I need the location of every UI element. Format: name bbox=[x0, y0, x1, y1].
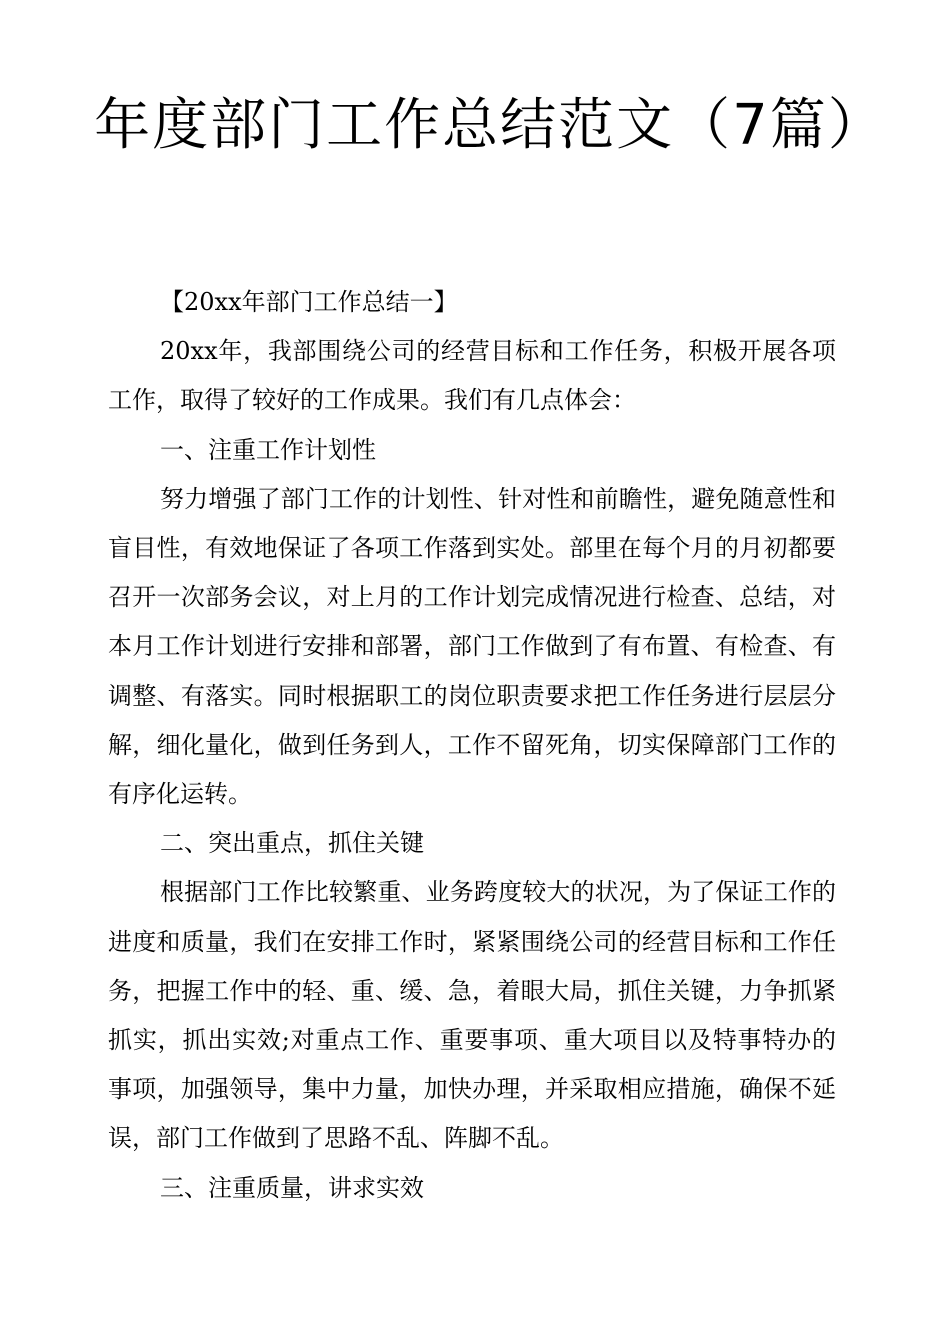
subheading-1: 一、注重工作计划性 bbox=[160, 435, 376, 464]
document-body bbox=[108, 278, 836, 1213]
paragraph-1: 努力增强了部门工作的计划性、针对性和前瞻性，避免随意性和盲目性，有效地保证了各项工作落到实处。部里在每个月的月初都要召开一次部务会议，对上月的工作计划完成情况进行检查、总结，对本月工作计划进行安排和部署，部门工作做到了有布置、有检查、有调整、有落实。同时根据职工的岗位职责要求把工作任务进行层层分解，细化量化，做到任务到人，工作不留死角，切实保障部门工作的有序化运转。 bbox=[108, 484, 836, 809]
subheading-3: 三、注重质量，讲求实效 bbox=[160, 1173, 424, 1202]
document-title: 年度部门工作总结范文（7篇） bbox=[94, 93, 886, 158]
paragraph-intro: 20xx年，我部围绕公司的经营目标和工作任务，积极开展各项工作，取得了较好的工作成果。我们有几点体会： bbox=[108, 337, 836, 415]
paragraph-2: 根据部门工作比较繁重、业务跨度较大的状况，为了保证工作的进度和质量，我们在安排工作时，紧紧围绕公司的经营目标和工作任务，把握工作中的轻、重、缓、急，着眼大局，抓住关键，力争抓紧抓实，抓出实效;对重点工作、重要事项、重大项目以及特事特办的事项，加强领导，集中力量，加快办理，并采取相应措施，确保不延误，部门工作做到了思路不乱、阵脚不乱。 bbox=[108, 878, 836, 1153]
section-heading: 【20xx年部门工作总结一】 bbox=[160, 288, 458, 316]
subheading-2: 二、突出重点，抓住关键 bbox=[160, 829, 424, 858]
